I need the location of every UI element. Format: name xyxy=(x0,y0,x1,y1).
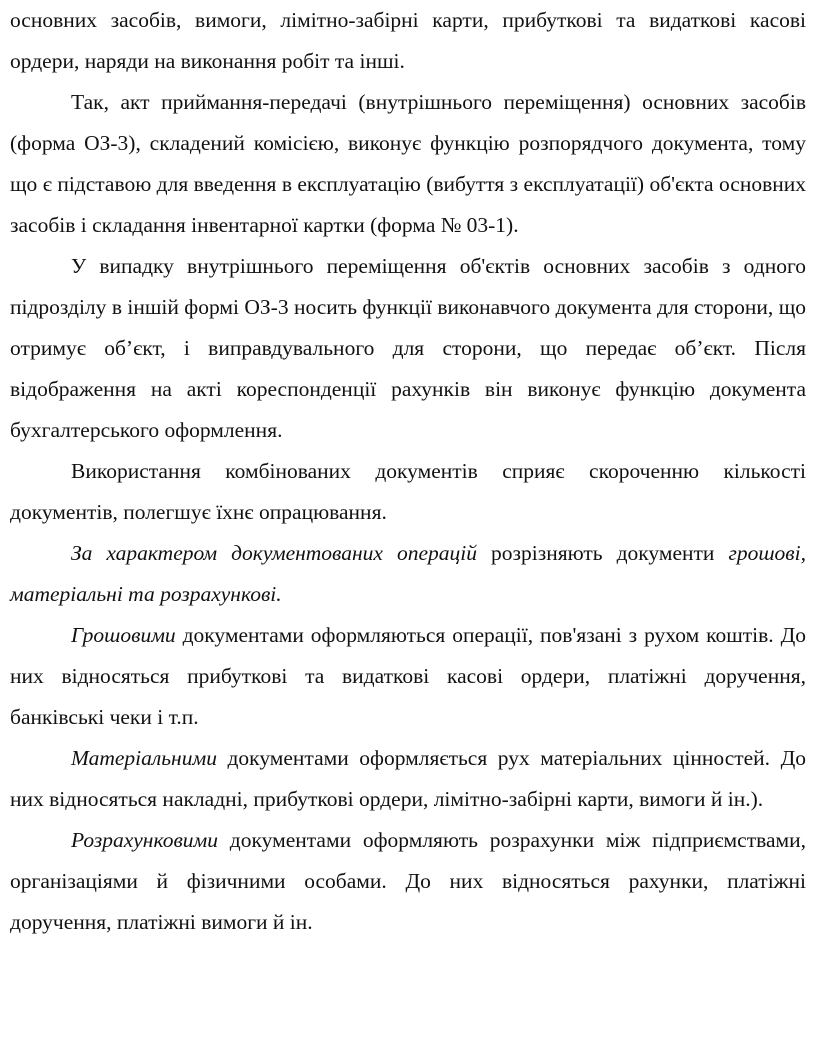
paragraph-internal-movement xyxy=(10,246,806,451)
paragraph-monetary xyxy=(10,615,806,738)
paragraph-text: Використання комбінованих документів сприяє скороченню кількості документів, полегшує їхнє опрацювання. xyxy=(10,459,806,524)
paragraph-text: розрізняють документи xyxy=(476,541,729,565)
paragraph-text: документами оформляються операції, пов'язані з рухом коштів. До них відносяться прибуткові та видаткові касові ордери, платіжні доручення, банківські чеки і т.п. xyxy=(10,623,806,729)
paragraph-text: основних засобів, вимоги, лімітно-забірні карти, прибуткові та видаткові касові ордери, наряди на виконання робіт та інші. xyxy=(10,8,806,73)
italic-term: Розрахунковими xyxy=(71,828,219,852)
document-page xyxy=(10,0,806,943)
italic-term: За характером документованих операцій xyxy=(71,541,477,565)
paragraph-continuation xyxy=(10,0,806,82)
italic-term: Матеріальними xyxy=(71,746,217,770)
italic-term: Грошовими xyxy=(71,623,176,647)
paragraph-act-transfer xyxy=(10,82,806,246)
paragraph-classification xyxy=(10,533,806,615)
paragraph-material xyxy=(10,738,806,820)
paragraph-text: У випадку внутрішнього переміщення об'єктів основних засобів з одного підрозділу в іншій формі ОЗ-3 носить функції виконавчого документа для сторони, що отримує об’єкт, і виправдувального для сторони, що передає об’єкт. Після відображення на акті кореспонденції рахунків він виконує функцію документа бухгалтерського оформлення. xyxy=(10,254,806,442)
paragraph-text: документами оформляється рух матеріальних цінностей. До них відносяться накладні, прибуткові ордери, лімітно-забірні карти, вимоги й ін.). xyxy=(10,746,806,811)
paragraph-combined-documents xyxy=(10,451,806,533)
paragraph-settlement xyxy=(10,820,806,943)
italic-term: грошові, матеріальні та розрахункові. xyxy=(10,541,806,606)
paragraph-text: Так, акт приймання-передачі (внутрішнього переміщення) основних засобів (форма ОЗ-3), складений комісією, виконує функцію розпорядчого документа, тому що є підставою для введення в експлуатацію (вибуття з експлуатації) об'єкта основних засобів і складання інвентарної картки (форма № 03-1). xyxy=(10,90,806,237)
paragraph-text: документами оформляють розрахунки між підприємствами, організаціями й фізичними особами. До них відносяться рахунки, платіжні доручення, платіжні вимоги й ін. xyxy=(10,828,806,934)
